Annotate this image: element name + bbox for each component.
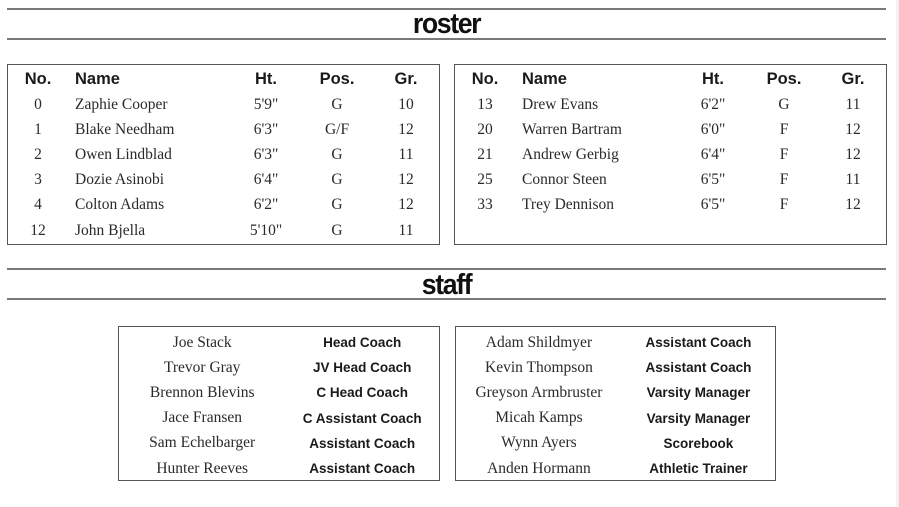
player-name: Andrew Gerbig <box>522 145 619 163</box>
player-height: 6'3" <box>253 145 279 163</box>
player-grade: 10 <box>398 95 414 113</box>
player-grade: 12 <box>845 145 861 163</box>
staff-name: Adam Shildmyer <box>485 333 593 351</box>
staff-row <box>119 330 439 355</box>
staff-role: Assistant Coach <box>309 461 416 477</box>
player-name: Trey Dennison <box>522 196 615 214</box>
player-row <box>455 168 886 193</box>
player-row <box>455 92 886 117</box>
player-row <box>455 193 886 218</box>
player-position: G/F <box>324 120 350 138</box>
player-position: G <box>778 95 790 113</box>
player-name: Dozie Asinobi <box>75 171 165 189</box>
player-position: F <box>779 145 789 163</box>
col-no: No. <box>24 70 52 88</box>
staff-name: Hunter Reeves <box>156 459 249 477</box>
player-row <box>455 117 886 142</box>
player-number: 25 <box>477 171 493 189</box>
player-name: Colton Adams <box>75 196 165 214</box>
col-position: Pos. <box>766 70 802 88</box>
player-name: Warren Bartram <box>522 120 622 138</box>
staff-row <box>119 431 439 456</box>
player-grade: 11 <box>845 171 861 189</box>
staff-row <box>119 355 439 380</box>
player-name: Zaphie Cooper <box>75 95 168 113</box>
player-number: 33 <box>477 196 493 214</box>
player-grade: 12 <box>845 120 861 138</box>
player-height: 6'5" <box>700 196 726 214</box>
player-height: 6'5" <box>700 171 726 189</box>
player-number: 4 <box>34 196 42 214</box>
roster-header-row <box>455 65 886 92</box>
staff-table-right <box>455 326 776 481</box>
staff-role: Assistant Coach <box>309 435 416 451</box>
player-number: 20 <box>477 120 493 138</box>
staff-name: Joe Stack <box>172 333 232 351</box>
player-position: F <box>779 120 789 138</box>
staff-name: Sam Echelbarger <box>149 434 256 452</box>
staff-role: C Head Coach <box>316 385 408 401</box>
col-no: No. <box>471 70 499 88</box>
player-name: Connor Steen <box>522 171 607 189</box>
player-row <box>8 142 439 167</box>
staff-name: Wynn Ayers <box>501 434 577 452</box>
player-number: 2 <box>34 145 42 163</box>
player-position: G <box>331 221 343 239</box>
col-height: Ht. <box>702 70 724 88</box>
roster-table-left <box>7 64 440 245</box>
col-name: Name <box>75 70 120 88</box>
staff-bottom-rule <box>7 298 886 300</box>
col-height: Ht. <box>255 70 277 88</box>
staff-row <box>456 355 775 380</box>
staff-name: Trevor Gray <box>163 358 241 376</box>
player-grade: 12 <box>398 196 414 214</box>
staff-name: Greyson Armbruster <box>475 383 603 401</box>
player-grade: 11 <box>845 95 861 113</box>
staff-role: Athletic Trainer <box>649 461 748 477</box>
staff-role: C Assistant Coach <box>302 410 422 426</box>
player-position: G <box>331 196 343 214</box>
staff-role: Assistant Coach <box>645 335 752 351</box>
player-number: 13 <box>477 95 493 113</box>
roster-bottom-rule <box>7 38 886 40</box>
roster-header-row <box>8 65 439 92</box>
player-position: G <box>331 95 343 113</box>
player-number: 21 <box>477 145 493 163</box>
staff-row <box>119 456 439 481</box>
player-row <box>8 193 439 218</box>
staff-role: Head Coach <box>323 335 402 351</box>
player-height: 6'2" <box>253 196 279 214</box>
player-grade: 12 <box>398 120 414 138</box>
roster-table-right <box>454 64 887 245</box>
staff-table-left <box>118 326 440 481</box>
player-number: 1 <box>34 120 42 138</box>
staff-name: Jace Fransen <box>162 409 242 427</box>
staff-name: Micah Kamps <box>495 409 583 427</box>
player-height: 6'3" <box>253 120 279 138</box>
player-name: Drew Evans <box>522 95 599 113</box>
staff-name: Anden Hormann <box>487 459 591 477</box>
staff-heading: staff <box>421 269 472 301</box>
player-number: 3 <box>34 171 42 189</box>
player-row <box>8 168 439 193</box>
player-grade: 12 <box>845 196 861 214</box>
staff-role: Assistant Coach <box>645 360 752 376</box>
roster-heading: roster <box>412 8 481 40</box>
col-grade: Gr. <box>394 70 418 88</box>
col-grade: Gr. <box>841 70 865 88</box>
player-row <box>8 218 439 243</box>
staff-row <box>456 380 775 405</box>
player-height: 6'0" <box>700 120 726 138</box>
staff-row <box>119 380 439 405</box>
staff-row <box>456 431 775 456</box>
staff-row <box>456 406 775 431</box>
staff-row <box>456 330 775 355</box>
player-position: F <box>779 196 789 214</box>
player-name: Owen Lindblad <box>75 145 172 163</box>
player-height: 5'9" <box>253 95 279 113</box>
player-height: 6'4" <box>253 171 279 189</box>
player-row <box>8 92 439 117</box>
player-name: Blake Needham <box>75 120 175 138</box>
player-grade: 11 <box>398 145 414 163</box>
staff-role: Scorebook <box>663 435 734 451</box>
player-grade: 11 <box>398 221 414 239</box>
staff-name: Brennon Blevins <box>149 383 255 401</box>
player-grade: 12 <box>398 171 414 189</box>
staff-row <box>456 456 775 481</box>
player-number: 0 <box>34 95 42 113</box>
staff-role: JV Head Coach <box>313 360 412 376</box>
player-row <box>455 142 886 167</box>
staff-role: Varsity Manager <box>646 385 751 401</box>
player-height: 6'2" <box>700 95 726 113</box>
player-position: G <box>331 145 343 163</box>
staff-row <box>119 406 439 431</box>
player-position: F <box>779 171 789 189</box>
col-position: Pos. <box>319 70 355 88</box>
col-name: Name <box>522 70 567 88</box>
player-name: John Bjella <box>75 221 146 239</box>
player-number: 12 <box>30 221 46 239</box>
staff-role: Varsity Manager <box>646 410 751 426</box>
player-height: 6'4" <box>700 145 726 163</box>
staff-name: Kevin Thompson <box>485 358 593 376</box>
player-height: 5'10" <box>249 221 283 239</box>
player-row <box>8 117 439 142</box>
player-position: G <box>331 171 343 189</box>
